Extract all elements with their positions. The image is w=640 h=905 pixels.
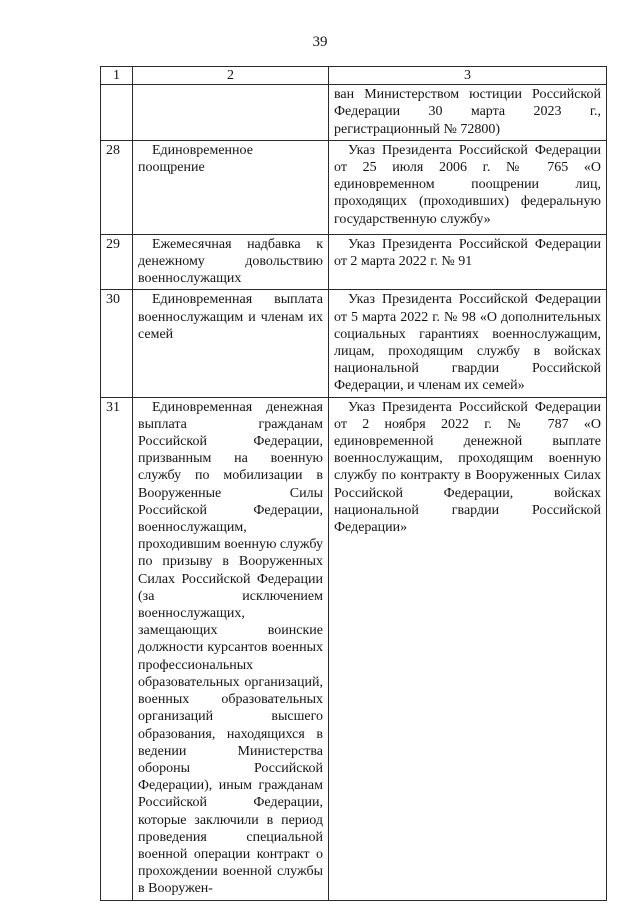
payment-name-text: Ежемесячная надбавка к денежному довольствию военнослужащих — [138, 236, 323, 287]
payment-name-text: Единовременная выплата военнослужащим и членам их семей — [138, 292, 323, 342]
legal-act-text: ван Министерством юстиции Российской Федерации 30 марта 2023 г., регистрационный № 72800) — [334, 87, 601, 137]
legal-act — [329, 85, 607, 141]
table-row — [101, 290, 607, 397]
legal-act — [329, 234, 607, 290]
table-header-row — [101, 67, 607, 85]
payment-name-text: Единовременная денежная выплата гражданам Российской Федерации, призванным на военную службу по мобилизации в Вооруженные Силы Российской Федерации, военнослужащим, проходившим военную службу по призыву в Вооруженных Силах Российской Федерации (за исключением военнослужащих, замещающих воинские должности курсантов военных профессиональных образовательных организаций, военных образовательных организаций высшего образования, находящихся в ведении Министерства обороны Российской Федерации), иным гражданам Российской Федерации, которые заключили в период проведения специальной военной операции контракт о прохождении военной службы в Вооружен- — [138, 399, 324, 897]
payment-name — [133, 85, 329, 141]
row-number: 29 — [101, 234, 133, 290]
payment-name-text: Единовременное поощрение — [138, 142, 253, 176]
table-row — [101, 234, 607, 290]
document-table — [100, 66, 607, 901]
payment-name — [133, 397, 329, 900]
column-header-2: 2 — [133, 67, 329, 85]
row-number — [101, 85, 133, 141]
legal-act-text: Указ Президента Российской Федерации от 5 марта 2022 г. № 98 «О дополнительных социальных гарантиях военнослужащим, лицам, проходящим службу в войсках национальной гвардии Российской Федерации, и членам их семей» — [334, 292, 601, 394]
column-header-3: 3 — [329, 67, 607, 85]
column-header-1: 1 — [101, 67, 133, 85]
legal-act — [329, 290, 607, 397]
legal-act-text: Указ Президента Российской Федерации от 25 июля 2006 г. № 765 «О единовременном поощрении лиц, проходящих (проходивших) федеральную государственную службу» — [334, 142, 601, 227]
legal-act-text: Указ Президента Российской Федерации от 2 марта 2022 г. № 91 — [334, 236, 601, 270]
payment-name — [133, 140, 329, 234]
table-row — [101, 140, 607, 234]
payment-name — [133, 234, 329, 290]
payment-name — [133, 290, 329, 397]
page-number: 39 — [312, 34, 328, 50]
table-row — [101, 397, 607, 900]
row-number: 30 — [101, 290, 133, 397]
legal-act-text: Указ Президента Российской Федерации от 2 ноября 2022 г. № 787 «О единовременной денежной выплате военнослужащим, проходящим военную службу по контракту в Вооруженных Силах Российской Федерации, войсках национальной гвардии Российской Федерации» — [334, 399, 601, 536]
legal-act — [329, 397, 607, 900]
table-row — [101, 85, 607, 141]
row-number: 28 — [101, 140, 133, 234]
row-number: 31 — [101, 397, 133, 900]
legal-act — [329, 140, 607, 234]
